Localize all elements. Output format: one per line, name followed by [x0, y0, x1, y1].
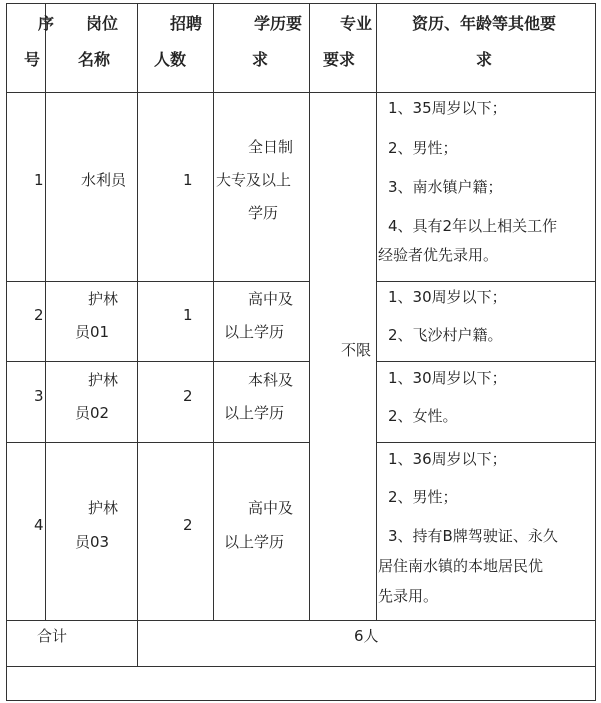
total-value: 6人	[354, 627, 379, 645]
row4-req-2: 2、男性；	[388, 488, 458, 506]
total-bottom-line	[6, 666, 596, 667]
row1-req-4: 4、具有2年以上相关工作	[388, 217, 558, 235]
header-education-line2: 求	[252, 50, 269, 69]
row1-education-line2: 大专及以上	[216, 171, 292, 189]
row3-post-line1: 护林	[88, 371, 119, 389]
row1-req-3: 3、南水镇户籍；	[388, 178, 503, 196]
col-line-count	[213, 3, 214, 620]
row1-req-5: 经验者优先录用。	[378, 246, 499, 264]
row1-bottom-line	[6, 281, 309, 282]
row3-bottom-line	[6, 442, 309, 443]
row1-index: 1	[34, 171, 44, 189]
row3-index: 3	[34, 387, 44, 405]
row2-education-line1: 高中及	[248, 290, 294, 308]
col-line-post	[137, 3, 138, 667]
header-other-line2: 求	[476, 50, 493, 69]
header-post-line2: 名称	[78, 50, 111, 69]
row4-req-5: 先录用。	[378, 587, 439, 605]
header-index-line2: 号	[24, 50, 41, 69]
row2-req-1: 1、30周岁以下；	[388, 288, 507, 306]
header-other-line1: 资历、年龄等其他要	[412, 14, 557, 33]
table-border-right	[595, 3, 596, 701]
row2-count: 1	[183, 306, 193, 324]
row2-post-line1: 护林	[88, 290, 119, 308]
row4-index: 4	[34, 516, 44, 534]
col-line-education	[309, 3, 310, 620]
table-border-left	[6, 3, 7, 701]
total-label: 合计	[37, 627, 68, 645]
header-post-line1: 岗位	[86, 14, 119, 33]
table-border-top	[6, 3, 596, 4]
row1-req-1: 1、35周岁以下；	[388, 99, 507, 117]
row1-count: 1	[183, 171, 193, 189]
row3-bottom-line-right	[376, 442, 596, 443]
row3-req-1: 1、30周岁以下；	[388, 369, 507, 387]
row2-index: 2	[34, 306, 44, 324]
header-count-line1: 招聘	[170, 14, 203, 33]
row2-post-line2: 员01	[75, 323, 110, 341]
row1-education-line1: 全日制	[248, 138, 294, 156]
col-line-index	[45, 3, 46, 620]
row1-post: 水利员	[81, 171, 127, 189]
row3-req-2: 2、女性。	[388, 407, 458, 425]
row4-education-line2: 以上学历	[224, 533, 285, 551]
row1-req-2: 2、男性；	[388, 139, 458, 157]
header-count-line2: 人数	[154, 50, 187, 69]
header-bottom-line	[6, 92, 596, 93]
row4-req-3: 3、持有B牌驾驶证、永久	[388, 527, 558, 545]
row2-bottom-line	[6, 361, 309, 362]
row4-post-line1: 护林	[88, 499, 119, 517]
row4-req-1: 1、36周岁以下；	[388, 450, 507, 468]
header-major-line2: 要求	[323, 50, 356, 69]
row1-education-line3: 学历	[248, 204, 279, 222]
major-merged: 不限	[341, 341, 372, 359]
row3-education-line1: 本科及	[248, 371, 294, 389]
header-education-line1: 学历要	[254, 14, 303, 33]
row2-education-line2: 以上学历	[224, 323, 285, 341]
header-index-line1: 序	[38, 14, 55, 33]
row4-education-line1: 高中及	[248, 499, 294, 517]
table-border-bottom	[6, 700, 596, 701]
row3-count: 2	[183, 387, 193, 405]
row4-post-line2: 员03	[75, 533, 110, 551]
row2-req-2: 2、飞沙村户籍。	[388, 326, 503, 344]
col-line-major	[376, 3, 377, 620]
header-major-line1: 专业	[340, 14, 373, 33]
row3-education-line2: 以上学历	[224, 404, 285, 422]
row3-post-line2: 员02	[75, 404, 110, 422]
row4-count: 2	[183, 516, 193, 534]
row4-req-4: 居住南水镇的本地居民优	[378, 557, 544, 575]
row1-bottom-line-right	[376, 281, 596, 282]
row2-bottom-line-right	[376, 361, 596, 362]
row4-bottom-line	[6, 620, 596, 621]
